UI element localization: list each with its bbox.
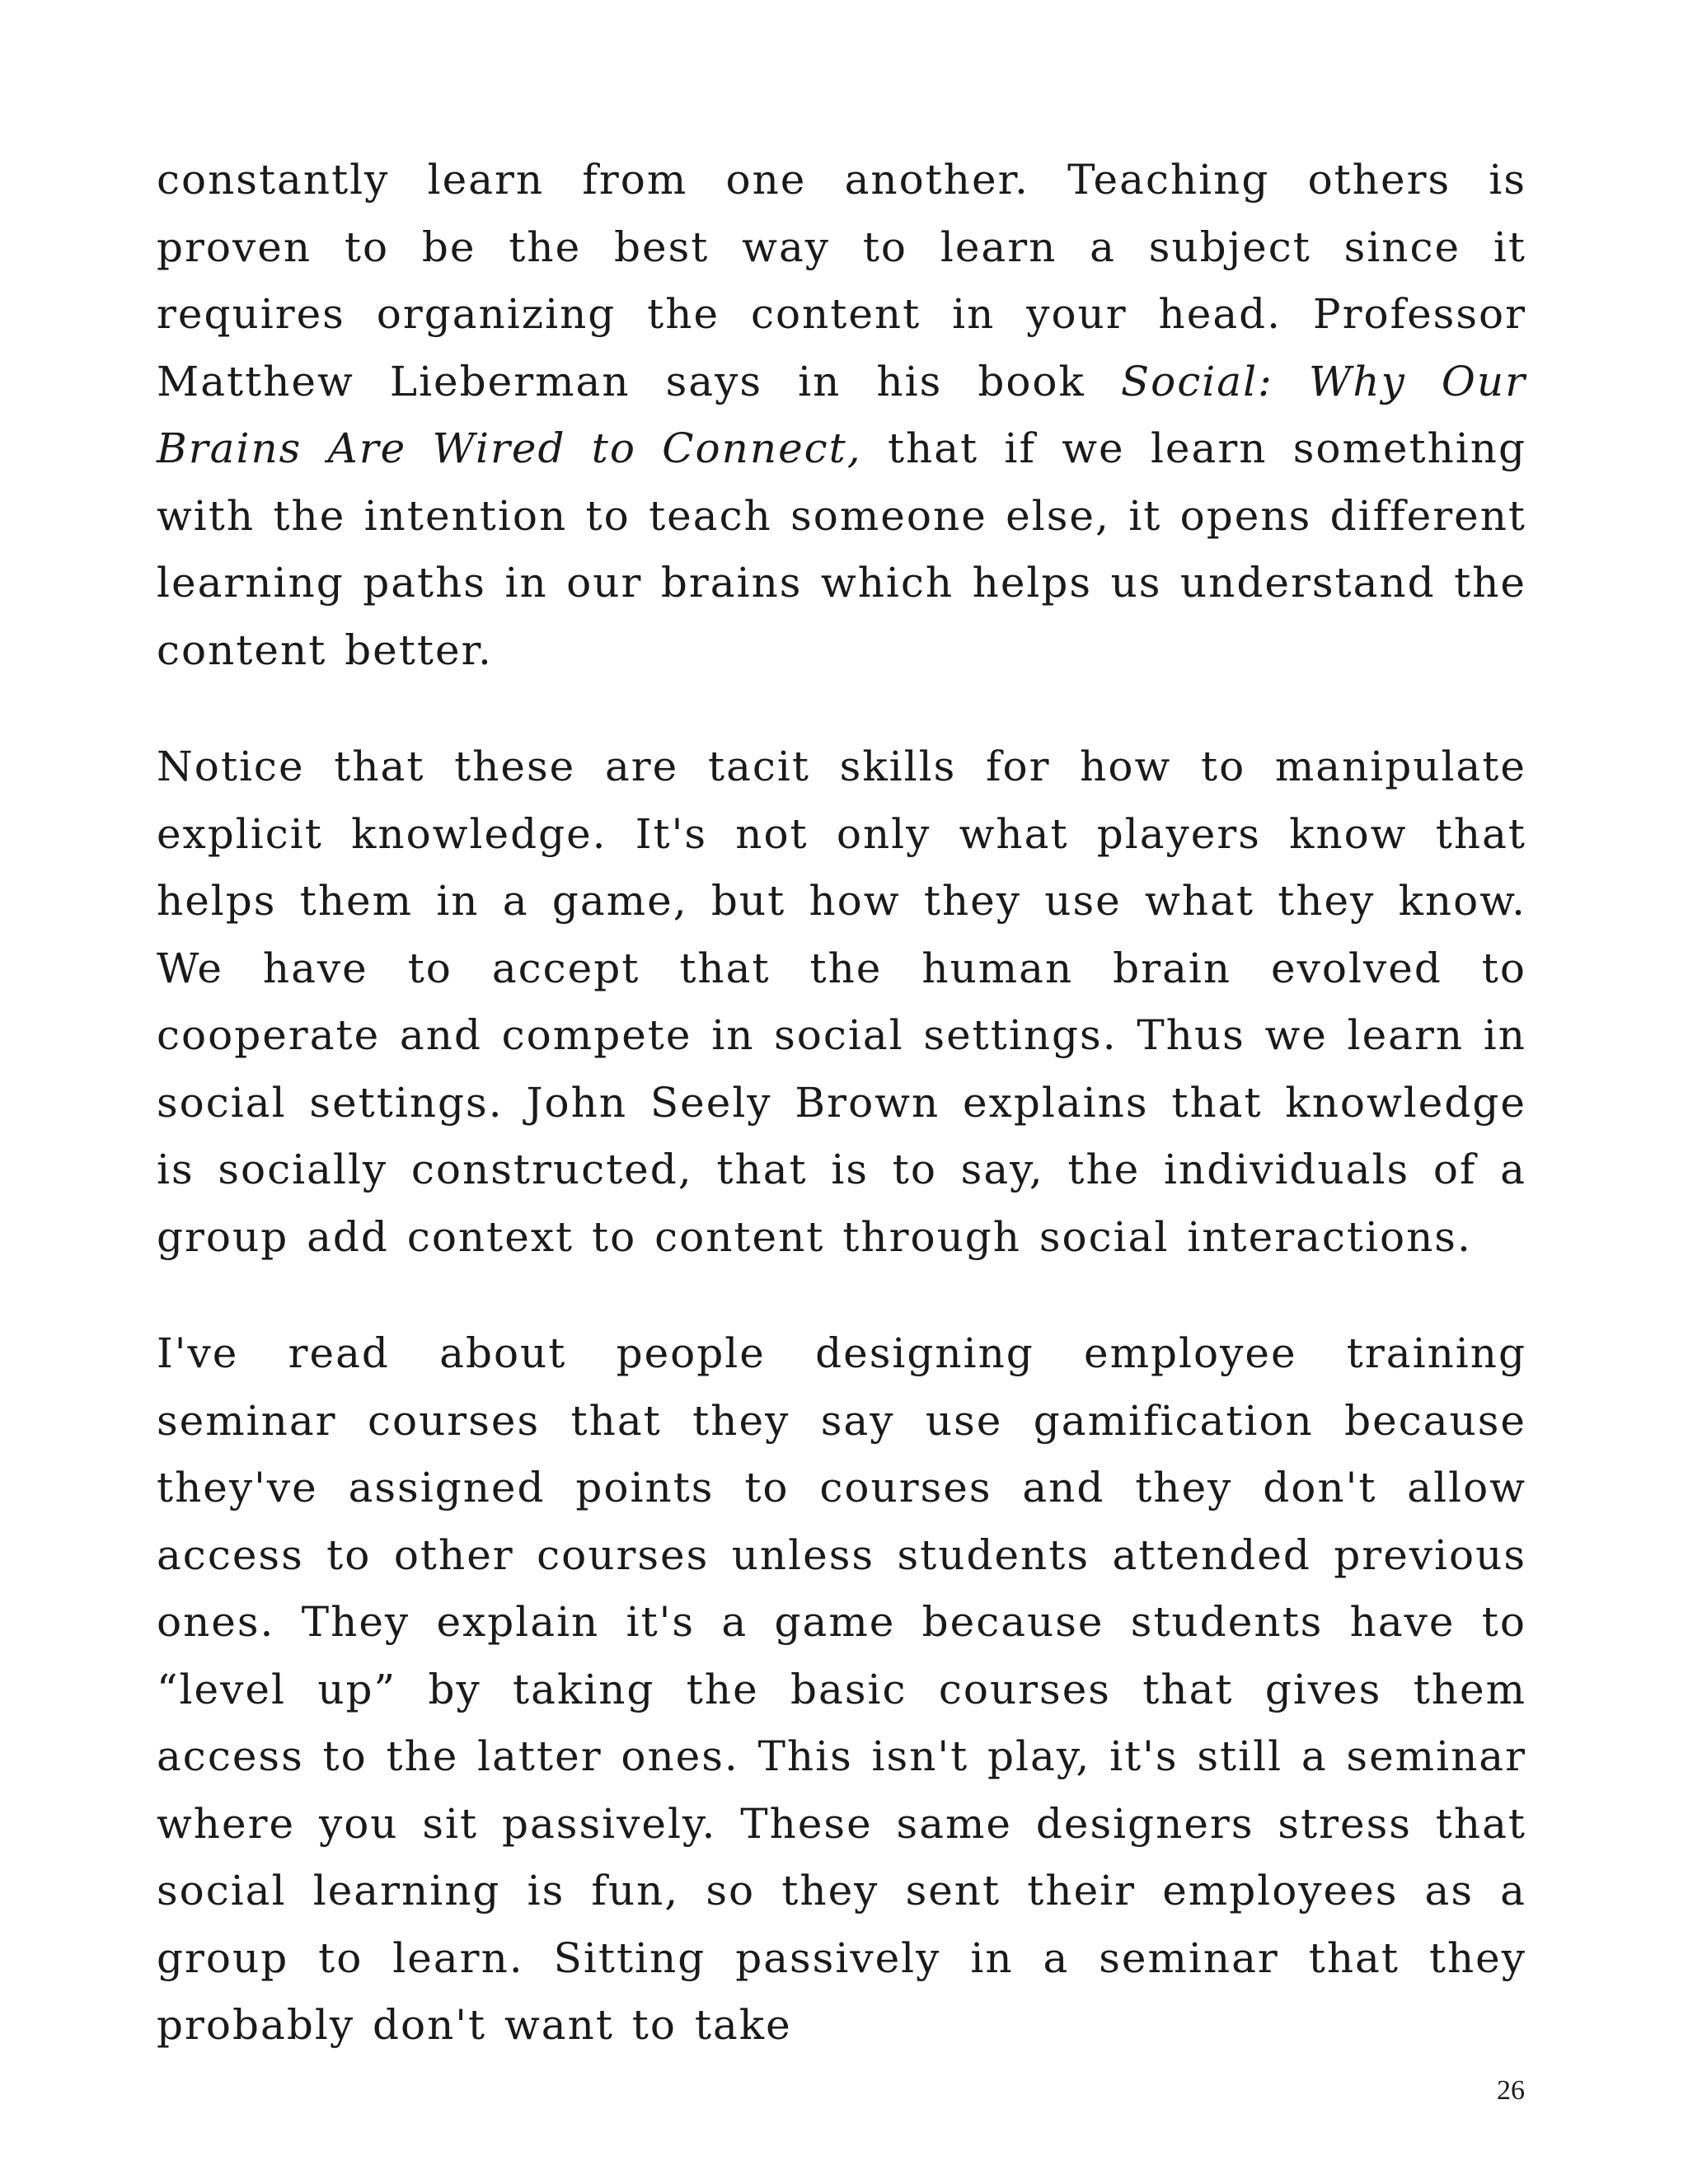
paragraph-1-text-start: constantly learn from one another. Teaching others is proven to be the best way to learn a subject since it requires organizing the content in your head. Professor Matthew Lieberman says in his book: [157, 156, 1526, 405]
paragraph-3: I've read about people designing employee training seminar courses that they say use gamification because they've assigned points to courses and they don't allow access to other courses unless students attended previous ones. They explain it's a game because students have to “level up” by taking the basic courses that gives them access to the latter ones. This isn't play, it's still a seminar where you sit passively. These same designers stress that social learning is fun, so they sent their employees as a group to learn. Sitting passively in a seminar that they probably don't want to take: [157, 1329, 1526, 2049]
book-title: Social: Why Our Brains Are Wired to Connect,: [157, 357, 1526, 472]
paragraph-2: Notice that these are tacit skills for how to manipulate explicit knowledge. It's not only what players know that helps them in a game, but how they use what they know. We have to accept that the human brain evolved to cooperate and compete in social settings. Thus we learn in social settings. John Seely Brown explains that knowledge is socially constructed, that is to say, the individuals of a group add context to content through social interactions.: [157, 743, 1526, 1261]
paragraph-1-text-end: that if we learn something with the intention to teach someone else, it opens different learning paths in our brains which helps us understand the content better.: [157, 424, 1526, 674]
paragraph-1: [157, 147, 1526, 684]
page-number: 26: [1497, 2075, 1525, 2106]
body-text: [157, 147, 1526, 2060]
